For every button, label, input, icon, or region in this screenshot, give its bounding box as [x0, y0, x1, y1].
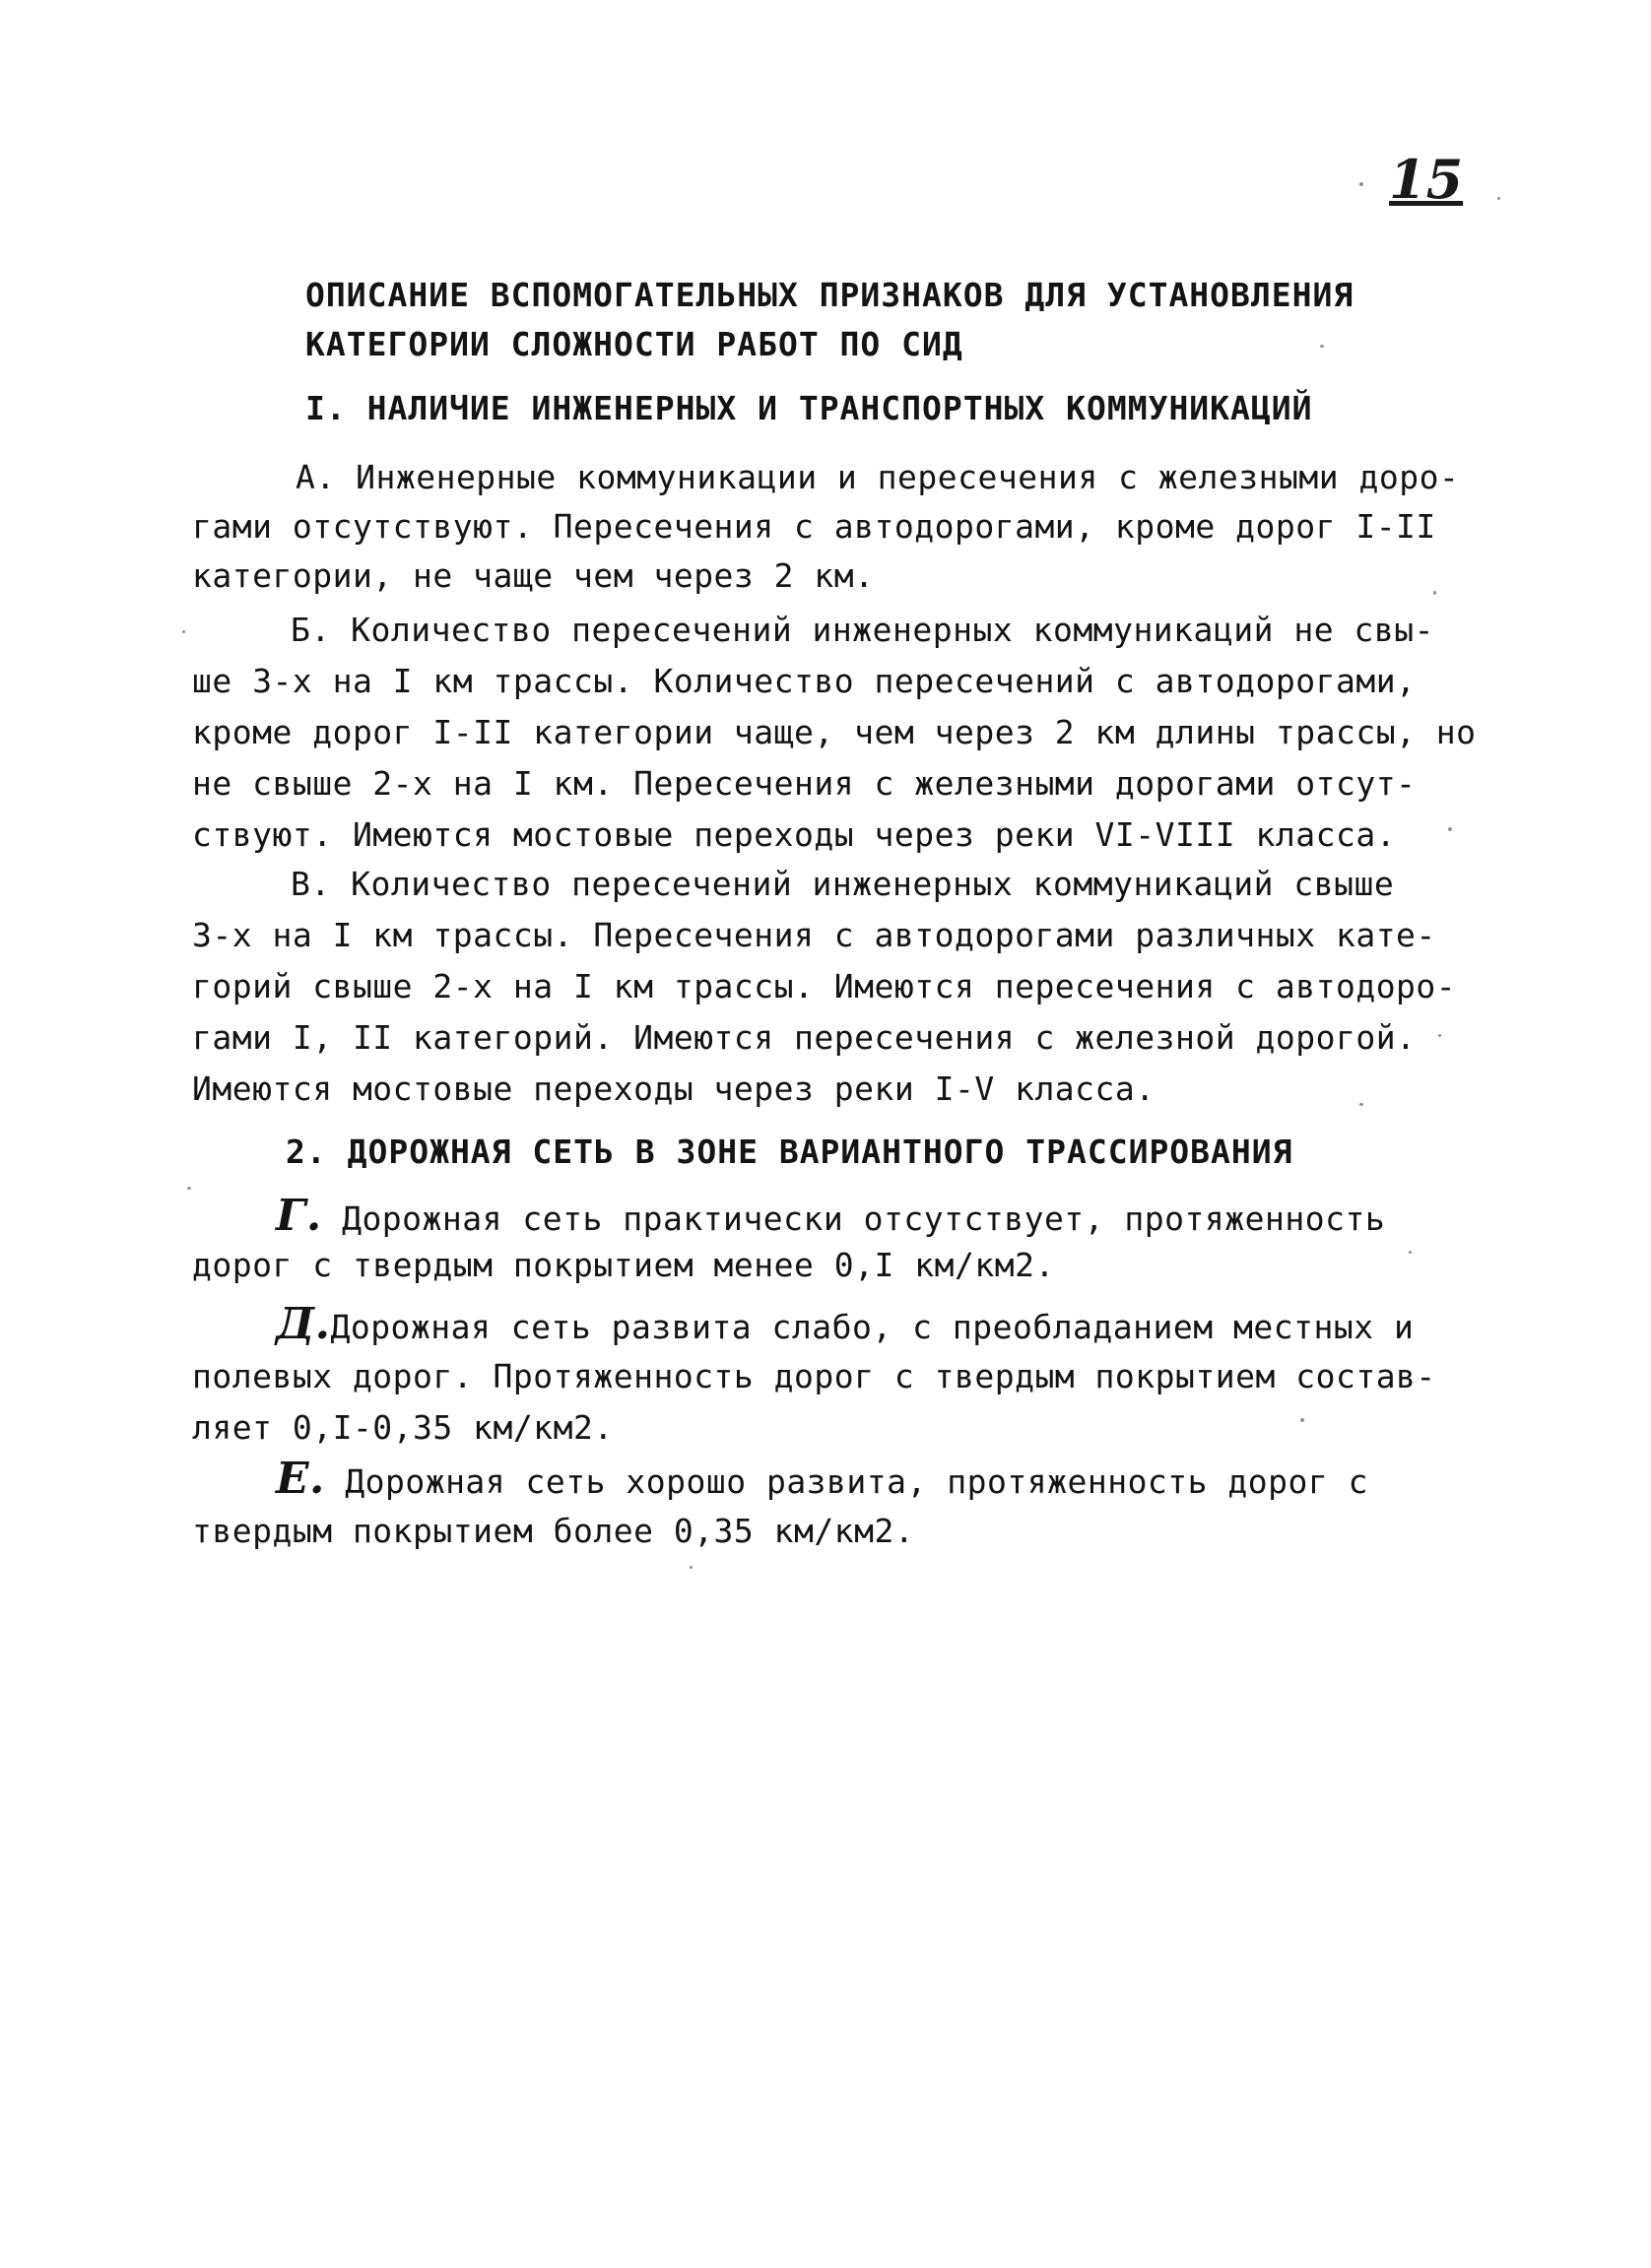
item-a-line-3: категории, не чаще чем через 2 км.	[192, 556, 875, 595]
page-number: 15	[1389, 148, 1464, 211]
item-d-letter: Д.	[276, 1299, 331, 1349]
item-d-line-1	[276, 1299, 1415, 1349]
scan-speck	[1359, 182, 1363, 186]
item-e-letter: Е.	[276, 1454, 325, 1504]
item-b-line-1: Б. Количество пересечений инженерных коммуникаций не свы-	[291, 611, 1434, 649]
item-b-line-3: кроме дорог I-II категории чаще, чем через 2 км длины трассы, но	[192, 713, 1477, 751]
item-g-line-1	[276, 1191, 1386, 1241]
scan-speck	[1409, 1251, 1412, 1254]
item-g-text: Дорожная сеть практически отсутствует, протяженность	[321, 1199, 1386, 1238]
section-2-title: 2. ДОРОЖНАЯ СЕТЬ В ЗОНЕ ВАРИАНТНОГО ТРАССИРОВАНИЯ	[286, 1133, 1293, 1171]
heading-line-2: КАТЕГОРИИ СЛОЖНОСТИ РАБОТ ПО СИД	[305, 325, 963, 363]
item-v-line-1: В. Количество пересечений инженерных коммуникаций свыше	[291, 865, 1395, 903]
item-v-line-5: Имеются мостовые переходы через реки I-V класса.	[192, 1069, 1156, 1108]
scan-speck	[1359, 1103, 1363, 1106]
item-v-line-3: горий свыше 2-х на I км трассы. Имеются пересечения с автодоро-	[192, 967, 1457, 1005]
item-g-line-2: дорог с твердым покрытием менее 0,I км/км2.	[192, 1246, 1055, 1284]
item-g-letter: Г.	[276, 1191, 322, 1241]
item-e-line-2: твердым покрытием более 0,35 км/км2.	[192, 1512, 915, 1550]
scan-speck	[1497, 197, 1500, 200]
item-b-line-5: ствуют. Имеются мостовые переходы через реки VI-VIII класса.	[192, 815, 1397, 854]
item-e-line-1	[276, 1454, 1368, 1504]
item-d-line-2: полевых дорог. Протяженность дорог с твердым покрытием состав-	[192, 1357, 1436, 1395]
heading-line-1: ОПИСАНИЕ ВСПОМОГАТЕЛЬНЫХ ПРИЗНАКОВ ДЛЯ УСТАНОВЛЕНИЯ	[305, 276, 1354, 314]
section-1-title: I. НАЛИЧИЕ ИНЖЕНЕРНЫХ И ТРАНСПОРТНЫХ КОММУНИКАЦИЙ	[305, 389, 1313, 427]
item-e-text: Дорожная сеть хорошо развита, протяженность дорог с	[324, 1462, 1368, 1501]
item-a-line-1: А. Инженерные коммуникации и пересечения с железными доро-	[296, 458, 1460, 496]
scan-speck	[1433, 591, 1436, 595]
item-d-text: Дорожная сеть развита слабо, с преобладанием местных и	[330, 1308, 1415, 1346]
item-v-line-2: 3-х на I км трассы. Пересечения с автодорогами различных кате-	[192, 916, 1436, 954]
scan-speck	[1448, 827, 1452, 831]
scan-speck	[1438, 1034, 1441, 1037]
item-d-line-3: ляет 0,I-0,35 км/км2.	[192, 1408, 614, 1447]
item-b-line-4: не свыше 2-х на I км. Пересечения с железными дорогами отсут-	[192, 764, 1417, 803]
scan-speck	[690, 1566, 693, 1569]
item-a-line-2: гами отсутствуют. Пересечения с автодорогами, кроме дорог I-II	[192, 507, 1436, 546]
scan-speck	[1320, 345, 1324, 348]
item-v-line-4: гами I, II категорий. Имеются пересечения с железной дорогой.	[192, 1018, 1417, 1057]
item-b-line-2: ше 3-х на I км трассы. Количество пересечений с автодорогами,	[192, 662, 1417, 700]
scan-speck	[1300, 1418, 1304, 1422]
scan-speck	[182, 630, 185, 633]
scan-speck	[187, 1187, 191, 1190]
